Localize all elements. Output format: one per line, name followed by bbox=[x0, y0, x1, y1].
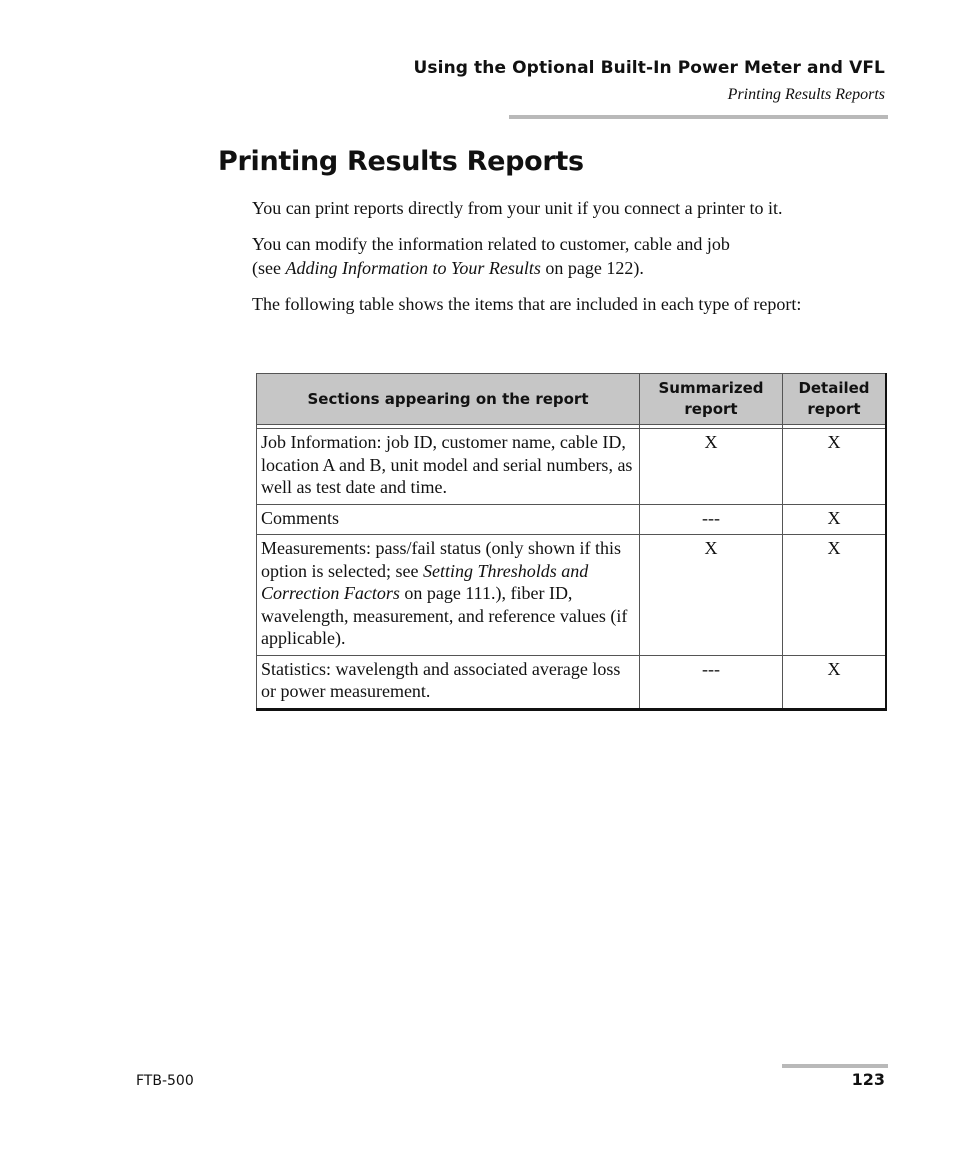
modify-info-paragraph bbox=[252, 232, 872, 280]
row-section-statistics: Statistics: wavelength and associated average loss or power measurement. bbox=[257, 655, 640, 709]
cross-reference-link[interactable]: Adding Information to Your Results bbox=[285, 258, 541, 278]
page-title: Printing Results Reports bbox=[218, 146, 584, 177]
row-section-job-information: Job Information: job ID, customer name, cable ID, location A and B, unit model and serial numbers, as well as test date and time. bbox=[257, 429, 640, 505]
row-section-measurements bbox=[257, 535, 640, 656]
report-sections-table bbox=[256, 373, 887, 711]
header-sections: Sections appearing on the report bbox=[257, 374, 640, 425]
table-row bbox=[257, 655, 887, 709]
row-detailed-mark: X bbox=[783, 429, 887, 505]
chapter-title: Using the Optional Built-In Power Meter and VFL bbox=[413, 58, 885, 78]
intro-paragraph: You can print reports directly from your unit if you connect a printer to it. bbox=[252, 198, 783, 218]
page-number: 123 bbox=[851, 1070, 885, 1089]
table-row bbox=[257, 429, 887, 505]
table-row bbox=[257, 504, 887, 535]
footer-product-name: FTB-500 bbox=[136, 1073, 194, 1089]
header-rule bbox=[509, 115, 888, 119]
modify-info-pre: (see bbox=[252, 258, 286, 278]
thresholds-cross-reference-link[interactable]: Setting Thresholds and Correction Factors bbox=[261, 560, 589, 603]
modify-info-post: on page 122). bbox=[540, 258, 644, 278]
measurements-text-post: on page 111.), fiber ID, wavelength, measurement, and reference values (if applicable). bbox=[261, 583, 628, 648]
row-summarized-mark: X bbox=[640, 535, 783, 656]
row-summarized-mark: --- bbox=[640, 504, 783, 535]
modify-info-line1: You can modify the information related to customer, cable and job bbox=[252, 234, 730, 254]
footer-rule bbox=[782, 1064, 888, 1068]
row-detailed-mark: X bbox=[783, 504, 887, 535]
row-detailed-mark: X bbox=[783, 655, 887, 709]
row-summarized-mark: --- bbox=[640, 655, 783, 709]
row-detailed-mark: X bbox=[783, 535, 887, 656]
header-detailed: Detailed report bbox=[783, 374, 887, 425]
running-header bbox=[414, 58, 885, 104]
measurements-text-pre: Measurements: pass/fail status (only shown if this option is selected; see bbox=[261, 538, 621, 581]
header-summarized: Summarized report bbox=[640, 374, 783, 425]
table-row bbox=[257, 535, 887, 656]
row-section-comments: Comments bbox=[257, 504, 640, 535]
section-title: Printing Results Reports bbox=[727, 86, 885, 103]
table-intro-paragraph: The following table shows the items that are included in each type of report: bbox=[252, 294, 802, 314]
row-summarized-mark: X bbox=[640, 429, 783, 505]
table-header-row bbox=[257, 374, 887, 425]
